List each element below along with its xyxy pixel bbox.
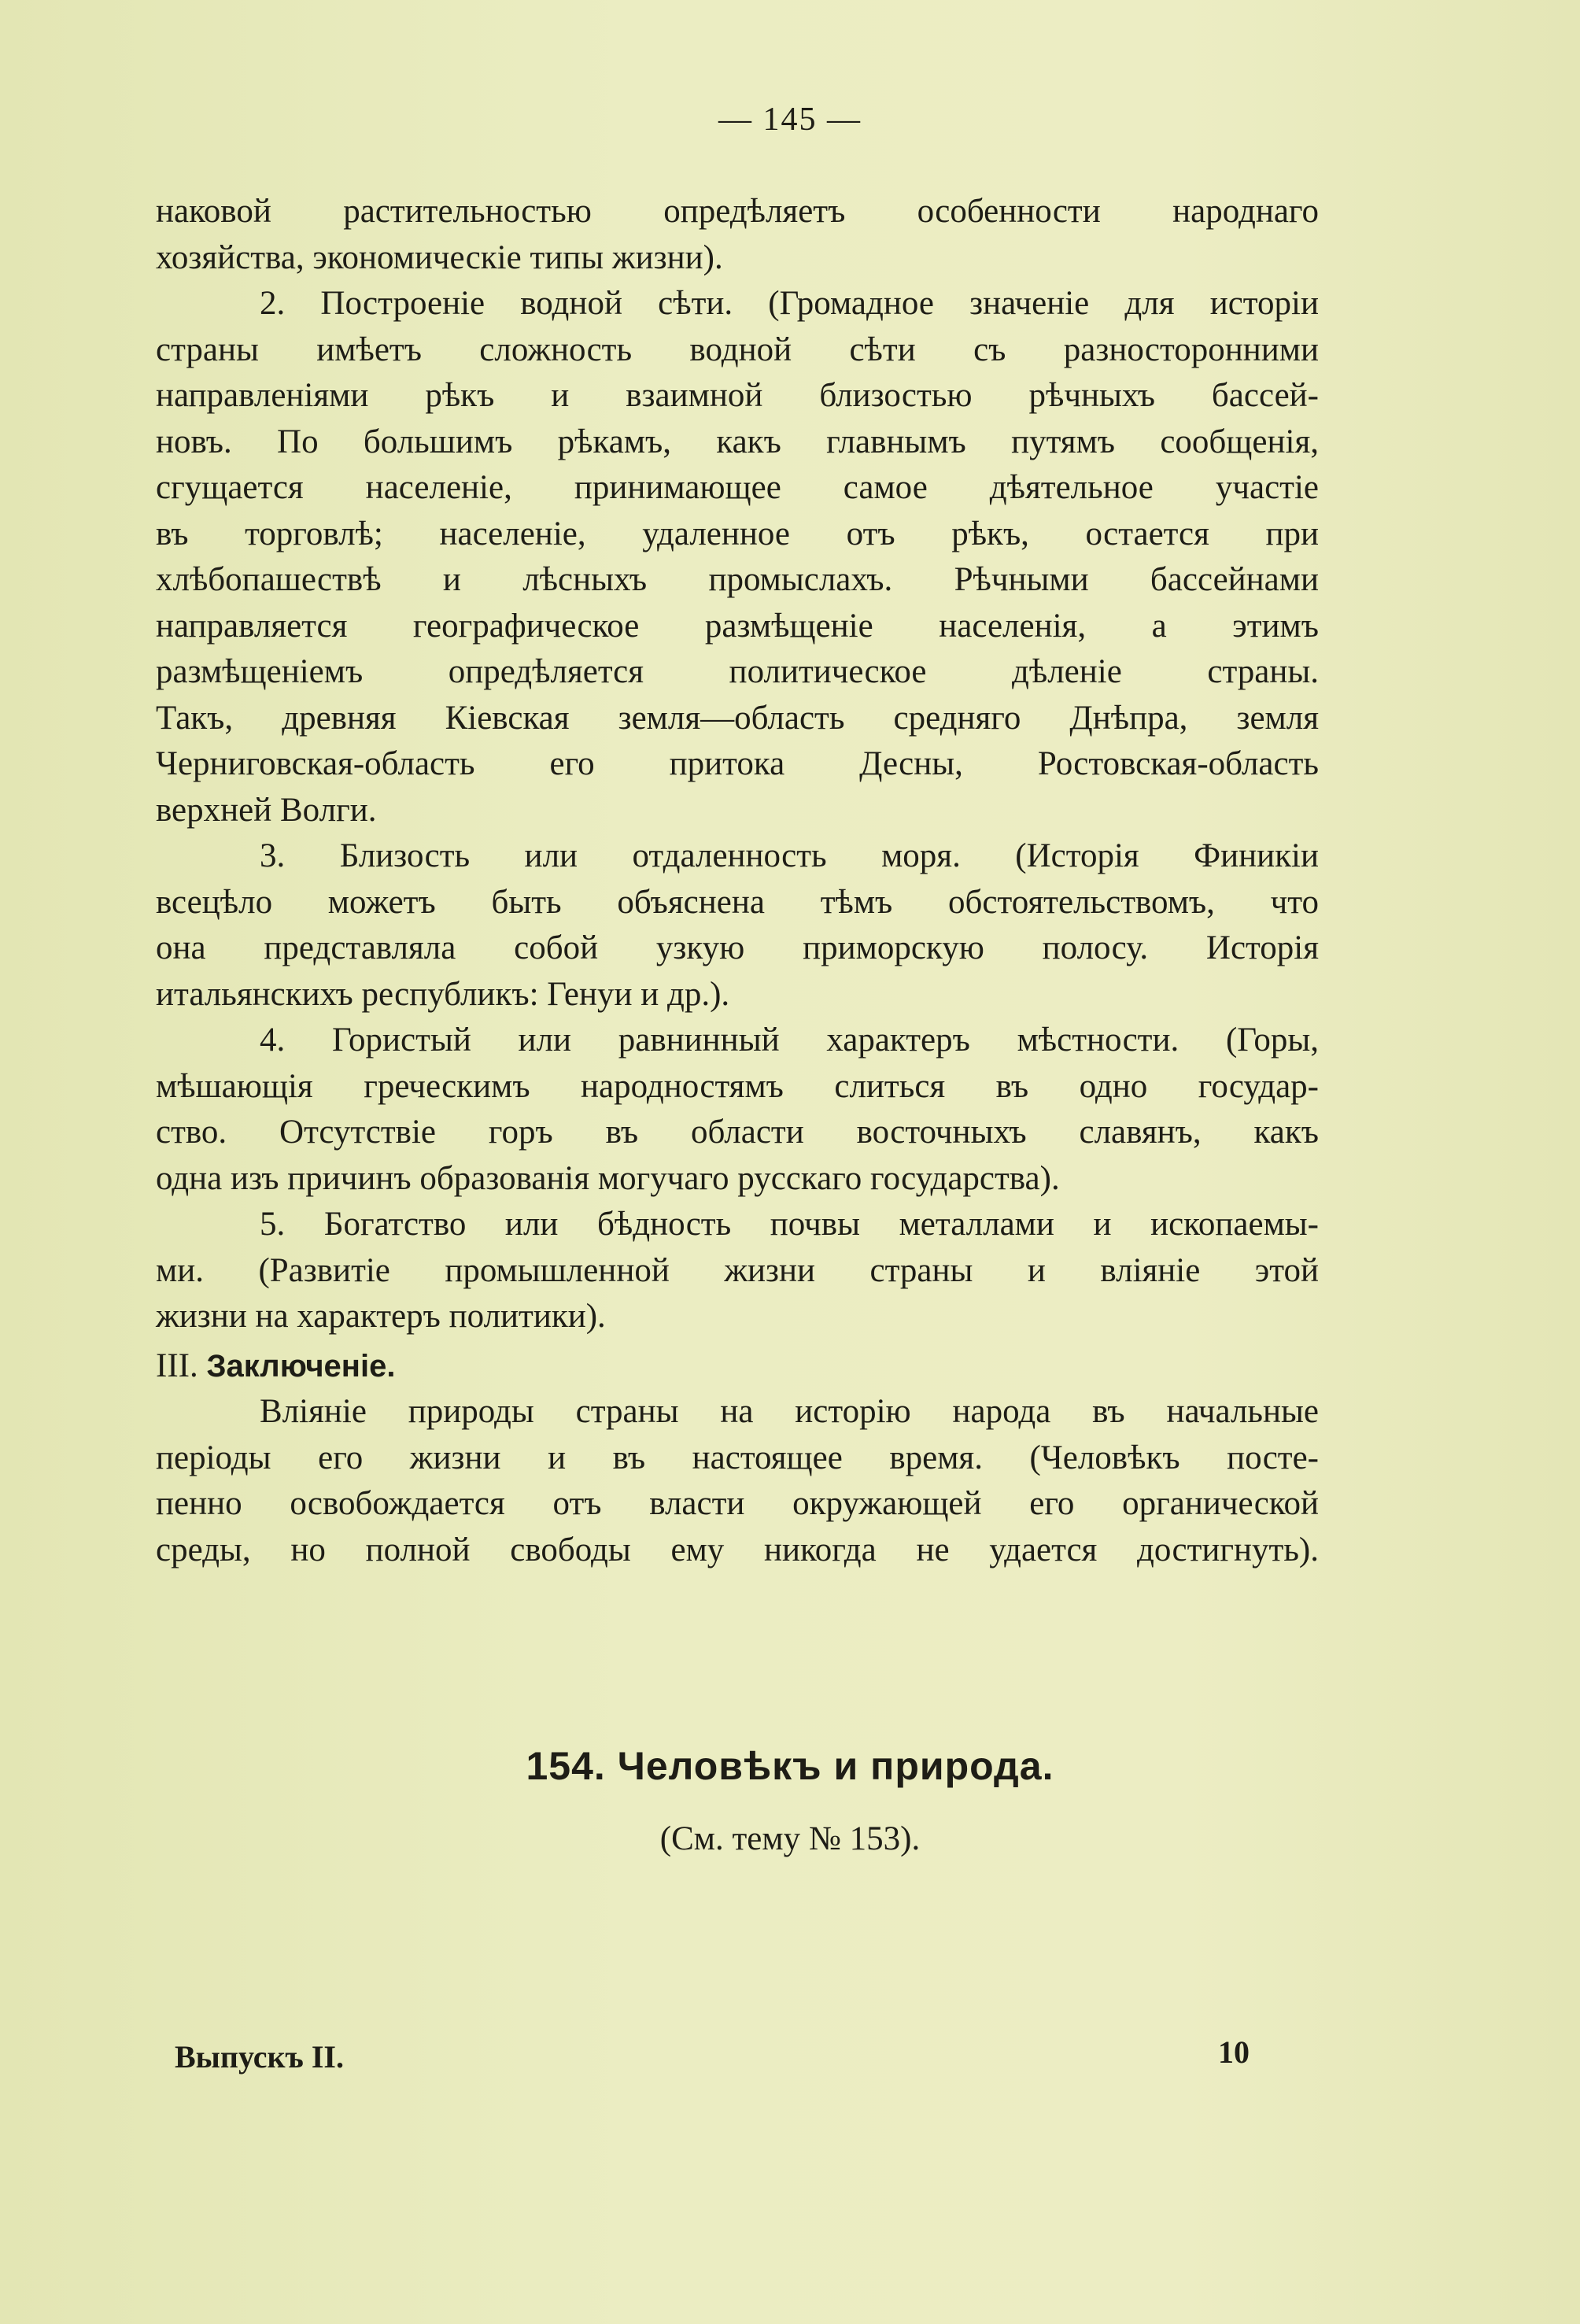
text-line: пенно освобождается отъ власти окружающей его органической [156, 1485, 1319, 1522]
text-line: сгущается населеніе, принимающее самое дѣятельное участіе [156, 469, 1319, 506]
chapter-heading: 154. Человѣкъ и природа. [526, 1744, 1054, 1788]
text-line: 4. Гористый или равнинный характеръ мѣстности. (Горы, [260, 1022, 1319, 1059]
text-line: ство. Отсутствіе горъ въ области восточныхъ славянъ, какъ [156, 1114, 1319, 1151]
text-line: Вліяніе природы страны на исторію народа въ начальные [260, 1393, 1319, 1430]
text-line: хлѣбопашествѣ и лѣсныхъ промыслахъ. Рѣчными бассейнами [156, 561, 1319, 598]
page-number: — 145 — [718, 102, 862, 138]
text-line: ми. (Развитіе промышленной жизни страны и вліяніе этой [156, 1251, 1319, 1289]
text-line: періоды его жизни и въ настоящее время. (Человѣкъ посте- [156, 1439, 1319, 1476]
text-line: она представляла собой узкую приморскую полосу. Исторія [156, 929, 1319, 966]
section-heading [156, 1343, 1319, 1390]
text-line: въ торговлѣ; населеніе, удаленное отъ рѣкъ, остается при [156, 515, 1319, 552]
text-line: верхней Волги. [156, 791, 377, 829]
body-text [156, 189, 1319, 1573]
text-line: страны имѣетъ сложность водной сѣти съ разносторонними [156, 331, 1319, 368]
text-line: направляется географическое размѣщеніе населенія, а этимъ [156, 607, 1319, 645]
issue-footer: Выпускъ II. [175, 2039, 344, 2075]
text-line: 2. Построеніе водной сѣти. (Громадное значеніе для исторіи [260, 285, 1319, 322]
chapter-subheading: (См. тему № 153). [659, 1820, 921, 1857]
text-line: мѣшающія греческимъ народностямъ слиться въ одно государ- [156, 1067, 1319, 1105]
text-line: Черниговская-область его притока Десны, Ростовская-область [156, 745, 1319, 782]
text-line: хозяйства, экономическіе типы жизни). [156, 238, 723, 276]
signature-number: 10 [1218, 2034, 1250, 2070]
text-line: 5. Богатство или бѣдность почвы металлами и ископаемы- [260, 1206, 1319, 1243]
section-number: III. [156, 1347, 198, 1384]
text-line: 3. Близость или отдаленность моря. (Исторія Финикіи [260, 837, 1319, 874]
text-line: новъ. По большимъ рѣкамъ, какъ главнымъ путямъ сообщенія, [156, 423, 1319, 460]
text-line: одна изъ причинъ образованія могучаго русскаго государства). [156, 1159, 1060, 1197]
text-line: итальянскихъ республикъ: Генуи и др.). [156, 975, 730, 1013]
text-line: размѣщеніемъ опредѣляется политическое дѣленіе страны. [156, 653, 1319, 690]
text-line: жизни на характеръ политики). [156, 1298, 606, 1335]
text-line: наковой растительностью опредѣляетъ особенности народнаго [156, 193, 1319, 230]
text-line: направленіями рѣкъ и взаимной близостью рѣчныхъ бассей- [156, 377, 1319, 414]
text-line: всецѣло можетъ быть объяснена тѣмъ обстоятельствомъ, что [156, 883, 1319, 921]
section-title: Заключеніе. [206, 1348, 396, 1384]
text-line: Такъ, древняя Кіевская земля—область средняго Днѣпра, земля [156, 699, 1319, 737]
text-line: среды, но полной свободы ему никогда не удается достигнуть). [156, 1531, 1319, 1568]
